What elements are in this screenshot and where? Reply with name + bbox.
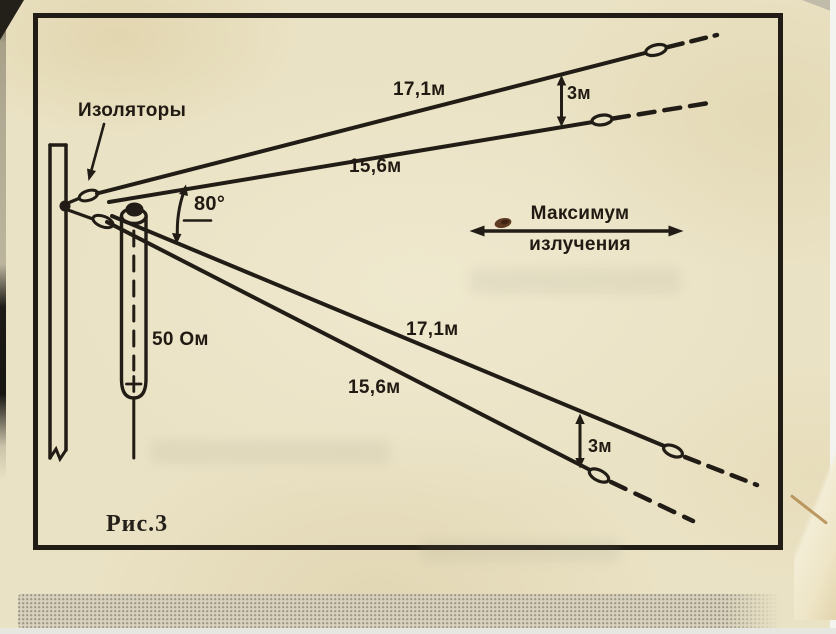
wire-bottom-long-length-label: 17,1м (406, 319, 459, 340)
page-curl (794, 450, 836, 620)
wire-top-short-extension-dash (613, 103, 709, 119)
angle-label: 80° (194, 193, 226, 215)
wire-top-short-length-label: 15,6м (349, 156, 402, 177)
wire-bottom-short-length-label: 15,6м (348, 377, 401, 398)
spacing-bottom-label: 3м (588, 436, 612, 456)
spacing-top-label: 3м (567, 83, 591, 103)
insulator-bottom-short-end-icon (587, 466, 610, 485)
radiation-label-line1: Максимум (530, 203, 630, 224)
insulator-feed-upper-icon (78, 188, 99, 203)
figure-caption: Рис.3 (106, 511, 169, 537)
wire-bottom-short-extension-dash (611, 482, 693, 521)
insulator-bottom-long-end-icon (662, 442, 684, 459)
insulator-top-short-end-icon (591, 114, 612, 126)
insulator-top-long-end-icon (645, 43, 668, 58)
scan-edge-left (0, 0, 6, 480)
insulators-label: Изоляторы (78, 100, 187, 121)
insulators-pointer-arrow (87, 124, 104, 181)
wire-top-long-length-label: 17,1м (393, 79, 446, 100)
feeder-cable (122, 209, 147, 459)
feeder-impedance-label: 50 Ом (152, 329, 209, 350)
feed-point (126, 203, 144, 217)
wire-bottom-long-extension-dash (685, 457, 757, 485)
mast-break (50, 449, 66, 459)
spacing-arrow-top (557, 75, 566, 127)
page-bottom-edge (0, 628, 836, 634)
radiation-label-line2: излучения (529, 234, 631, 255)
mast (50, 145, 66, 459)
wire-top-long-extension-dash (668, 35, 717, 47)
spacing-arrow-bottom (575, 414, 584, 469)
halftone-strip (18, 594, 780, 628)
